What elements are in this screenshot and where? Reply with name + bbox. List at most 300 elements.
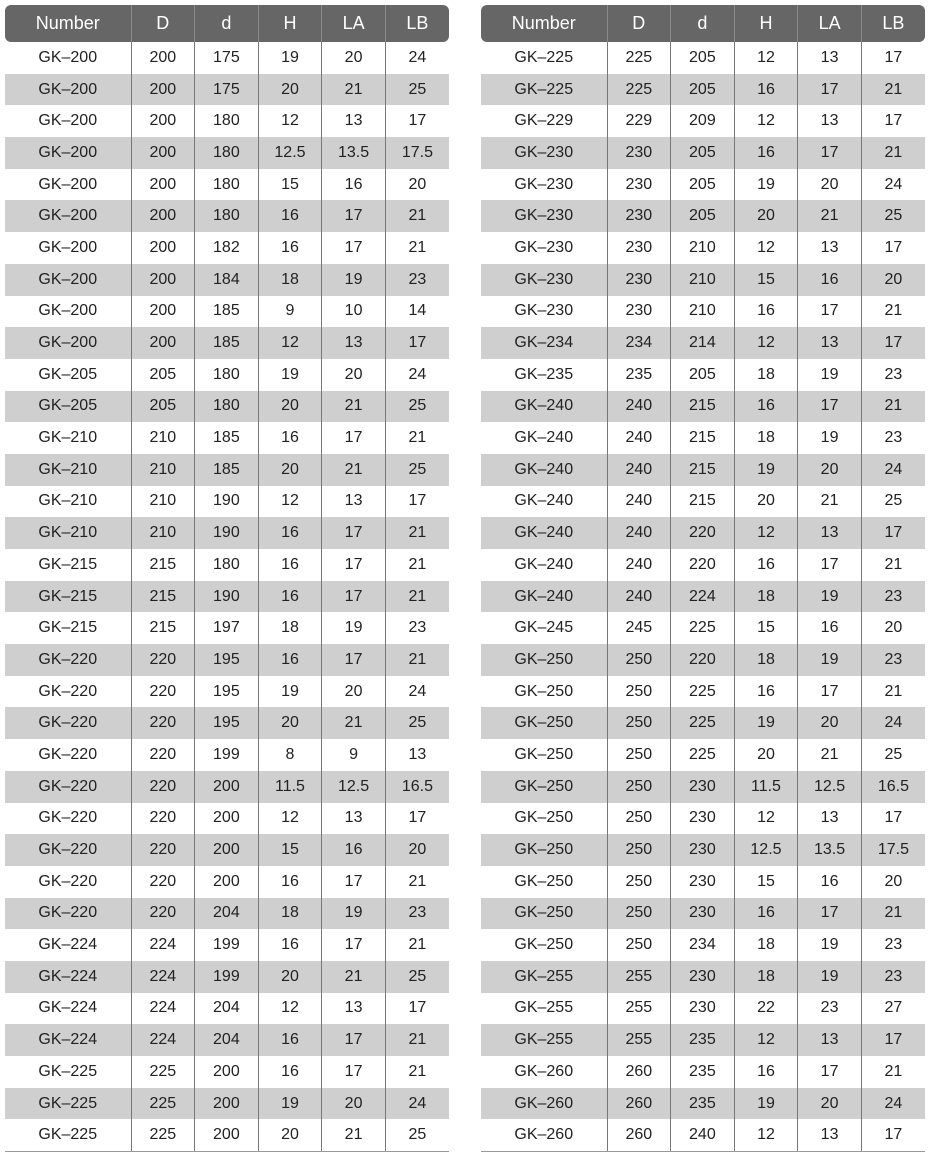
cell-lb: 17	[385, 327, 449, 359]
cell-inner-diameter: 210	[671, 264, 735, 296]
cell-inner-diameter: 175	[195, 42, 259, 74]
cell-inner-diameter: 225	[671, 739, 735, 771]
cell-number: GK–255	[481, 961, 607, 993]
table-row	[5, 42, 449, 74]
cell-number: GK–250	[481, 676, 607, 708]
table-row	[5, 1088, 449, 1120]
cell-lb: 21	[385, 517, 449, 549]
cell-la: 17	[322, 549, 386, 581]
cell-outer-diameter: 215	[131, 581, 195, 613]
cell-height: 11.5	[734, 771, 798, 803]
table-row	[481, 169, 925, 201]
header-height: H	[734, 5, 798, 42]
cell-height: 18	[734, 961, 798, 993]
cell-number: GK–215	[5, 549, 131, 581]
cell-height: 18	[734, 359, 798, 391]
cell-height: 15	[734, 612, 798, 644]
table-row	[481, 74, 925, 106]
cell-lb: 14	[385, 296, 449, 328]
table-body	[5, 42, 449, 1152]
cell-la: 10	[322, 296, 386, 328]
cell-height: 18	[734, 581, 798, 613]
cell-height: 19	[258, 359, 322, 391]
table-row	[5, 1119, 449, 1151]
cell-inner-diameter: 235	[671, 1056, 735, 1088]
cell-inner-diameter: 240	[671, 1119, 735, 1151]
cell-la: 17	[798, 676, 862, 708]
table-row	[5, 359, 449, 391]
cell-number: GK–215	[5, 612, 131, 644]
cell-height: 12	[734, 1119, 798, 1151]
cell-inner-diameter: 204	[195, 1024, 259, 1056]
table-row	[5, 422, 449, 454]
table-row	[481, 264, 925, 296]
table-row	[481, 866, 925, 898]
table-row	[5, 803, 449, 835]
cell-number: GK–200	[5, 42, 131, 74]
cell-height: 20	[734, 486, 798, 518]
cell-la: 13.5	[322, 137, 386, 169]
cell-number: GK–240	[481, 391, 607, 423]
cell-number: GK–220	[5, 676, 131, 708]
cell-number: GK–210	[5, 422, 131, 454]
cell-outer-diameter: 205	[131, 359, 195, 391]
cell-inner-diameter: 230	[671, 961, 735, 993]
cell-la: 17	[322, 422, 386, 454]
header-la: LA	[322, 5, 386, 42]
table-row	[481, 232, 925, 264]
cell-outer-diameter: 220	[131, 707, 195, 739]
cell-la: 17	[322, 929, 386, 961]
cell-la: 17	[798, 549, 862, 581]
cell-outer-diameter: 225	[131, 1088, 195, 1120]
cell-la: 20	[798, 1088, 862, 1120]
cell-la: 17	[322, 517, 386, 549]
table-row	[481, 454, 925, 486]
table-row	[5, 993, 449, 1025]
cell-number: GK–250	[481, 898, 607, 930]
cell-height: 20	[734, 739, 798, 771]
cell-inner-diameter: 225	[671, 707, 735, 739]
cell-height: 16	[734, 898, 798, 930]
cell-number: GK–260	[481, 1056, 607, 1088]
cell-height: 15	[258, 169, 322, 201]
cell-number: GK–200	[5, 264, 131, 296]
cell-inner-diameter: 209	[671, 105, 735, 137]
cell-number: GK–225	[5, 1088, 131, 1120]
cell-la: 13	[798, 232, 862, 264]
cell-lb: 21	[385, 581, 449, 613]
cell-outer-diameter: 250	[607, 898, 671, 930]
cell-inner-diameter: 205	[671, 42, 735, 74]
cell-lb: 25	[385, 391, 449, 423]
cell-outer-diameter: 220	[131, 771, 195, 803]
cell-inner-diameter: 235	[671, 1024, 735, 1056]
header-inner-diameter: d	[195, 5, 259, 42]
cell-outer-diameter: 210	[131, 486, 195, 518]
table-row	[481, 993, 925, 1025]
table-row	[5, 74, 449, 106]
table-row	[5, 232, 449, 264]
cell-number: GK–250	[481, 771, 607, 803]
cell-outer-diameter: 255	[607, 961, 671, 993]
cell-lb: 23	[385, 612, 449, 644]
cell-inner-diameter: 185	[195, 454, 259, 486]
cell-la: 19	[798, 644, 862, 676]
cell-lb: 17	[385, 105, 449, 137]
cell-inner-diameter: 230	[671, 898, 735, 930]
cell-lb: 23	[861, 961, 925, 993]
cell-outer-diameter: 225	[607, 42, 671, 74]
cell-number: GK–215	[5, 581, 131, 613]
header-la: LA	[798, 5, 862, 42]
table-row	[5, 454, 449, 486]
cell-la: 21	[322, 391, 386, 423]
cell-la: 13	[322, 486, 386, 518]
cell-outer-diameter: 260	[607, 1088, 671, 1120]
cell-lb: 21	[385, 1056, 449, 1088]
cell-outer-diameter: 200	[131, 232, 195, 264]
cell-la: 19	[798, 422, 862, 454]
table-row	[481, 1024, 925, 1056]
table-row	[5, 644, 449, 676]
cell-height: 18	[258, 898, 322, 930]
cell-outer-diameter: 255	[607, 993, 671, 1025]
cell-inner-diameter: 180	[195, 137, 259, 169]
table-row	[5, 549, 449, 581]
cell-number: GK–250	[481, 707, 607, 739]
cell-inner-diameter: 190	[195, 517, 259, 549]
cell-lb: 21	[385, 866, 449, 898]
cell-la: 13	[798, 803, 862, 835]
cell-lb: 24	[861, 707, 925, 739]
cell-outer-diameter: 225	[131, 1119, 195, 1151]
cell-la: 16	[322, 169, 386, 201]
cell-lb: 17	[861, 327, 925, 359]
cell-number: GK–230	[481, 169, 607, 201]
table-row	[5, 581, 449, 613]
cell-height: 20	[258, 1119, 322, 1151]
cell-height: 16	[258, 517, 322, 549]
cell-la: 19	[322, 264, 386, 296]
cell-height: 15	[258, 834, 322, 866]
cell-inner-diameter: 230	[671, 771, 735, 803]
table-row	[481, 296, 925, 328]
cell-number: GK–220	[5, 803, 131, 835]
cell-la: 21	[322, 961, 386, 993]
table-header	[5, 5, 449, 42]
cell-inner-diameter: 200	[195, 1088, 259, 1120]
cell-outer-diameter: 210	[131, 454, 195, 486]
cell-height: 12.5	[734, 834, 798, 866]
cell-inner-diameter: 197	[195, 612, 259, 644]
cell-number: GK–255	[481, 993, 607, 1025]
cell-inner-diameter: 214	[671, 327, 735, 359]
cell-outer-diameter: 230	[607, 296, 671, 328]
cell-number: GK–220	[5, 834, 131, 866]
cell-number: GK–220	[5, 771, 131, 803]
cell-height: 16	[258, 644, 322, 676]
cell-la: 13	[798, 105, 862, 137]
cell-height: 19	[258, 1088, 322, 1120]
cell-outer-diameter: 250	[607, 834, 671, 866]
cell-inner-diameter: 225	[671, 612, 735, 644]
cell-inner-diameter: 230	[671, 993, 735, 1025]
cell-lb: 25	[861, 739, 925, 771]
cell-outer-diameter: 250	[607, 644, 671, 676]
cell-height: 15	[734, 264, 798, 296]
cell-height: 16	[258, 549, 322, 581]
cell-lb: 25	[385, 961, 449, 993]
cell-lb: 21	[861, 391, 925, 423]
cell-number: GK–220	[5, 866, 131, 898]
cell-number: GK–230	[481, 296, 607, 328]
cell-inner-diameter: 195	[195, 644, 259, 676]
cell-outer-diameter: 200	[131, 296, 195, 328]
cell-outer-diameter: 224	[131, 993, 195, 1025]
cell-number: GK–210	[5, 517, 131, 549]
table-row	[481, 105, 925, 137]
cell-inner-diameter: 175	[195, 74, 259, 106]
cell-number: GK–235	[481, 359, 607, 391]
cell-la: 13	[322, 803, 386, 835]
cell-inner-diameter: 215	[671, 391, 735, 423]
cell-lb: 17	[385, 486, 449, 518]
cell-height: 18	[734, 644, 798, 676]
header-number: Number	[5, 5, 131, 42]
cell-outer-diameter: 250	[607, 771, 671, 803]
cell-outer-diameter: 230	[607, 169, 671, 201]
cell-height: 20	[258, 74, 322, 106]
cell-lb: 24	[861, 169, 925, 201]
cell-number: GK–210	[5, 454, 131, 486]
cell-height: 9	[258, 296, 322, 328]
cell-outer-diameter: 220	[131, 803, 195, 835]
cell-outer-diameter: 220	[131, 866, 195, 898]
cell-la: 21	[798, 739, 862, 771]
cell-outer-diameter: 260	[607, 1056, 671, 1088]
table-row	[481, 644, 925, 676]
cell-number: GK–200	[5, 169, 131, 201]
cell-outer-diameter: 240	[607, 454, 671, 486]
cell-number: GK–220	[5, 739, 131, 771]
cell-lb: 23	[861, 359, 925, 391]
table-row	[481, 803, 925, 835]
cell-outer-diameter: 250	[607, 929, 671, 961]
cell-height: 19	[734, 454, 798, 486]
cell-height: 12	[258, 803, 322, 835]
cell-la: 20	[322, 1088, 386, 1120]
cell-outer-diameter: 234	[607, 327, 671, 359]
cell-number: GK–240	[481, 486, 607, 518]
cell-height: 12	[734, 232, 798, 264]
cell-number: GK–230	[481, 232, 607, 264]
cell-height: 8	[258, 739, 322, 771]
table-row	[5, 169, 449, 201]
table-row	[5, 739, 449, 771]
cell-inner-diameter: 190	[195, 581, 259, 613]
table-row	[481, 581, 925, 613]
cell-la: 20	[798, 454, 862, 486]
table-row	[481, 137, 925, 169]
cell-number: GK–205	[5, 359, 131, 391]
cell-height: 19	[734, 1088, 798, 1120]
cell-height: 19	[258, 42, 322, 74]
cell-la: 21	[322, 454, 386, 486]
table-row	[5, 264, 449, 296]
cell-la: 20	[798, 169, 862, 201]
cell-outer-diameter: 224	[131, 929, 195, 961]
cell-inner-diameter: 195	[195, 676, 259, 708]
cell-number: GK–225	[481, 42, 607, 74]
cell-lb: 21	[861, 137, 925, 169]
cell-inner-diameter: 180	[195, 359, 259, 391]
cell-inner-diameter: 225	[671, 676, 735, 708]
table-row	[481, 549, 925, 581]
cell-lb: 25	[385, 454, 449, 486]
cell-lb: 24	[385, 359, 449, 391]
cell-height: 16	[734, 1056, 798, 1088]
cell-inner-diameter: 180	[195, 105, 259, 137]
cell-height: 20	[258, 391, 322, 423]
cell-la: 12.5	[798, 771, 862, 803]
cell-la: 21	[322, 74, 386, 106]
cell-lb: 17	[861, 803, 925, 835]
cell-la: 17	[322, 581, 386, 613]
cell-lb: 21	[861, 74, 925, 106]
cell-number: GK–260	[481, 1119, 607, 1151]
cell-inner-diameter: 185	[195, 327, 259, 359]
cell-inner-diameter: 224	[671, 581, 735, 613]
cell-inner-diameter: 199	[195, 929, 259, 961]
cell-outer-diameter: 205	[131, 391, 195, 423]
cell-number: GK–200	[5, 200, 131, 232]
cell-la: 13	[798, 327, 862, 359]
cell-inner-diameter: 210	[671, 296, 735, 328]
cell-height: 22	[734, 993, 798, 1025]
cell-outer-diameter: 230	[607, 264, 671, 296]
cell-lb: 21	[861, 549, 925, 581]
cell-outer-diameter: 235	[607, 359, 671, 391]
cell-outer-diameter: 220	[131, 898, 195, 930]
cell-height: 16	[258, 1056, 322, 1088]
table-row	[5, 1024, 449, 1056]
cell-inner-diameter: 205	[671, 200, 735, 232]
cell-number: GK–240	[481, 517, 607, 549]
cell-outer-diameter: 220	[131, 676, 195, 708]
cell-lb: 21	[385, 644, 449, 676]
table-row	[481, 517, 925, 549]
cell-lb: 20	[861, 612, 925, 644]
cell-lb: 21	[385, 422, 449, 454]
table-row	[5, 676, 449, 708]
header-row	[5, 5, 449, 42]
cell-la: 16	[322, 834, 386, 866]
table-row	[481, 834, 925, 866]
cell-lb: 25	[861, 486, 925, 518]
cell-height: 12	[258, 486, 322, 518]
cell-outer-diameter: 200	[131, 42, 195, 74]
cell-lb: 17	[861, 1119, 925, 1151]
cell-la: 13	[322, 993, 386, 1025]
cell-outer-diameter: 225	[607, 74, 671, 106]
cell-number: GK–224	[5, 961, 131, 993]
table-row	[5, 1056, 449, 1088]
cell-number: GK–200	[5, 296, 131, 328]
cell-la: 21	[322, 707, 386, 739]
cell-number: GK–250	[481, 929, 607, 961]
cell-height: 16	[258, 422, 322, 454]
table-row	[5, 200, 449, 232]
table-row	[5, 834, 449, 866]
cell-la: 13	[798, 1024, 862, 1056]
cell-la: 17	[798, 898, 862, 930]
cell-number: GK–255	[481, 1024, 607, 1056]
table-row	[5, 866, 449, 898]
cell-la: 19	[798, 961, 862, 993]
cell-inner-diameter: 182	[195, 232, 259, 264]
cell-lb: 20	[861, 264, 925, 296]
cell-lb: 25	[861, 200, 925, 232]
cell-outer-diameter: 210	[131, 422, 195, 454]
table-row	[481, 486, 925, 518]
table-row	[481, 898, 925, 930]
cell-height: 20	[258, 961, 322, 993]
cell-lb: 24	[385, 42, 449, 74]
cell-lb: 24	[385, 676, 449, 708]
cell-outer-diameter: 250	[607, 739, 671, 771]
cell-height: 16	[258, 581, 322, 613]
cell-number: GK–224	[5, 1024, 131, 1056]
cell-inner-diameter: 205	[671, 74, 735, 106]
cell-outer-diameter: 200	[131, 105, 195, 137]
cell-height: 19	[734, 707, 798, 739]
header-outer-diameter: D	[607, 5, 671, 42]
cell-height: 11.5	[258, 771, 322, 803]
cell-outer-diameter: 220	[131, 834, 195, 866]
cell-outer-diameter: 260	[607, 1119, 671, 1151]
cell-number: GK–240	[481, 549, 607, 581]
cell-la: 13	[798, 42, 862, 74]
cell-height: 15	[734, 866, 798, 898]
cell-outer-diameter: 250	[607, 803, 671, 835]
cell-number: GK–250	[481, 739, 607, 771]
table-row	[5, 898, 449, 930]
table-header	[481, 5, 925, 42]
header-number: Number	[481, 5, 607, 42]
cell-lb: 17	[861, 1024, 925, 1056]
cell-la: 19	[798, 581, 862, 613]
cell-height: 12	[734, 1024, 798, 1056]
cell-inner-diameter: 200	[195, 834, 259, 866]
cell-la: 20	[322, 676, 386, 708]
table-row	[481, 359, 925, 391]
cell-height: 16	[734, 676, 798, 708]
cell-height: 12	[734, 105, 798, 137]
table-row	[481, 1088, 925, 1120]
cell-lb: 23	[861, 422, 925, 454]
cell-inner-diameter: 180	[195, 200, 259, 232]
table-row	[481, 200, 925, 232]
cell-outer-diameter: 220	[131, 739, 195, 771]
table-row	[5, 486, 449, 518]
cell-lb: 13	[385, 739, 449, 771]
table-row	[481, 42, 925, 74]
cell-number: GK–224	[5, 993, 131, 1025]
cell-outer-diameter: 240	[607, 391, 671, 423]
header-row	[481, 5, 925, 42]
cell-number: GK–200	[5, 327, 131, 359]
